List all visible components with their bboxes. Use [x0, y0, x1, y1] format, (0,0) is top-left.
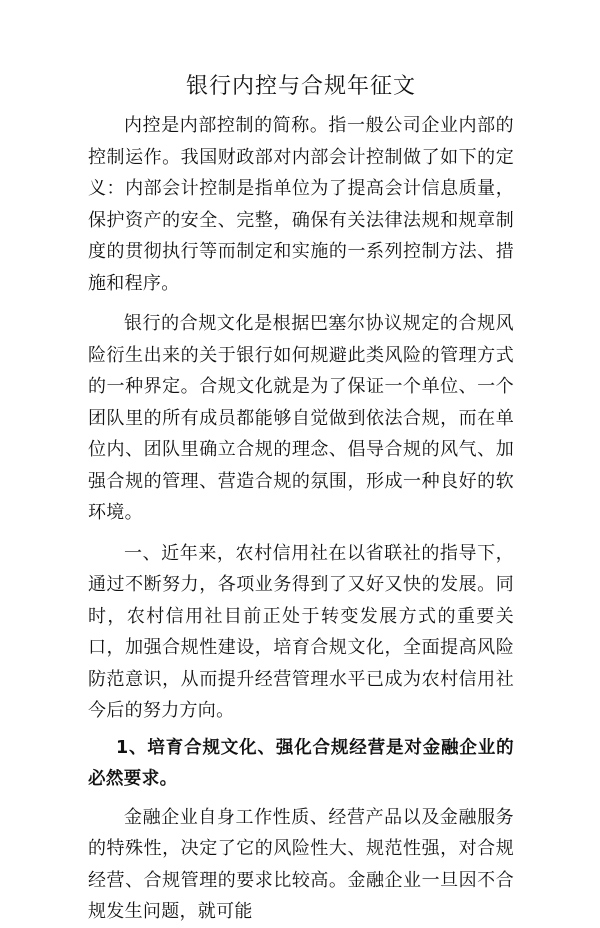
paragraph-compliance-culture: 银行的合规文化是根据巴塞尔协议规定的合规风险衍生出来的关于银行如何规避此类风险的管理方式的一种界定。合规文化就是为了保证一个单位、一个团队里的所有成员都能够自觉做到依法合规，而在单位内、团队里确立合规的理念、倡导合规的风气、加强合规的管理、营造合规的氛围，形成一种良好的软环境。 [88, 313, 514, 523]
document-title: 银行内控与合规年征文 [185, 74, 416, 99]
paragraph-internal-control-definition: 内控是内部控制的简称。指一般公司企业内部的控制运作。我国财政部对内部会计控制做了如下的定义：内部会计控制是指单位为了提高会计信息质量，保护资产的安全、完整，确保有关法律法规和规章制度的贯彻执行等而制定和实施的一系列控制方法、措施和程序。 [88, 115, 514, 294]
paragraph-financial-enterprise-nature: 金融企业自身工作性质、经营产品以及金融服务的特殊性，决定了它的风险性大、规范性强，对合规经营、合规管理的要求比较高。金融企业一旦因不合规发生问题，就可能 [88, 806, 514, 922]
section-heading-1: 1、培育合规文化、强化合规经营是对金融企业的必然要求。 [88, 737, 514, 789]
paragraph-rural-credit-cooperatives: 一、近年来，农村信用社在以省联社的指导下，通过不断努力，各项业务得到了又好又快的发展。同时，农村信用社目前正处于转变发展方式的重要关口，加强合规性建设，培育合规文化，全面提高风险防范意识，从而提升经营管理水平已成为农村信用社今后的努力方向。 [88, 542, 514, 721]
